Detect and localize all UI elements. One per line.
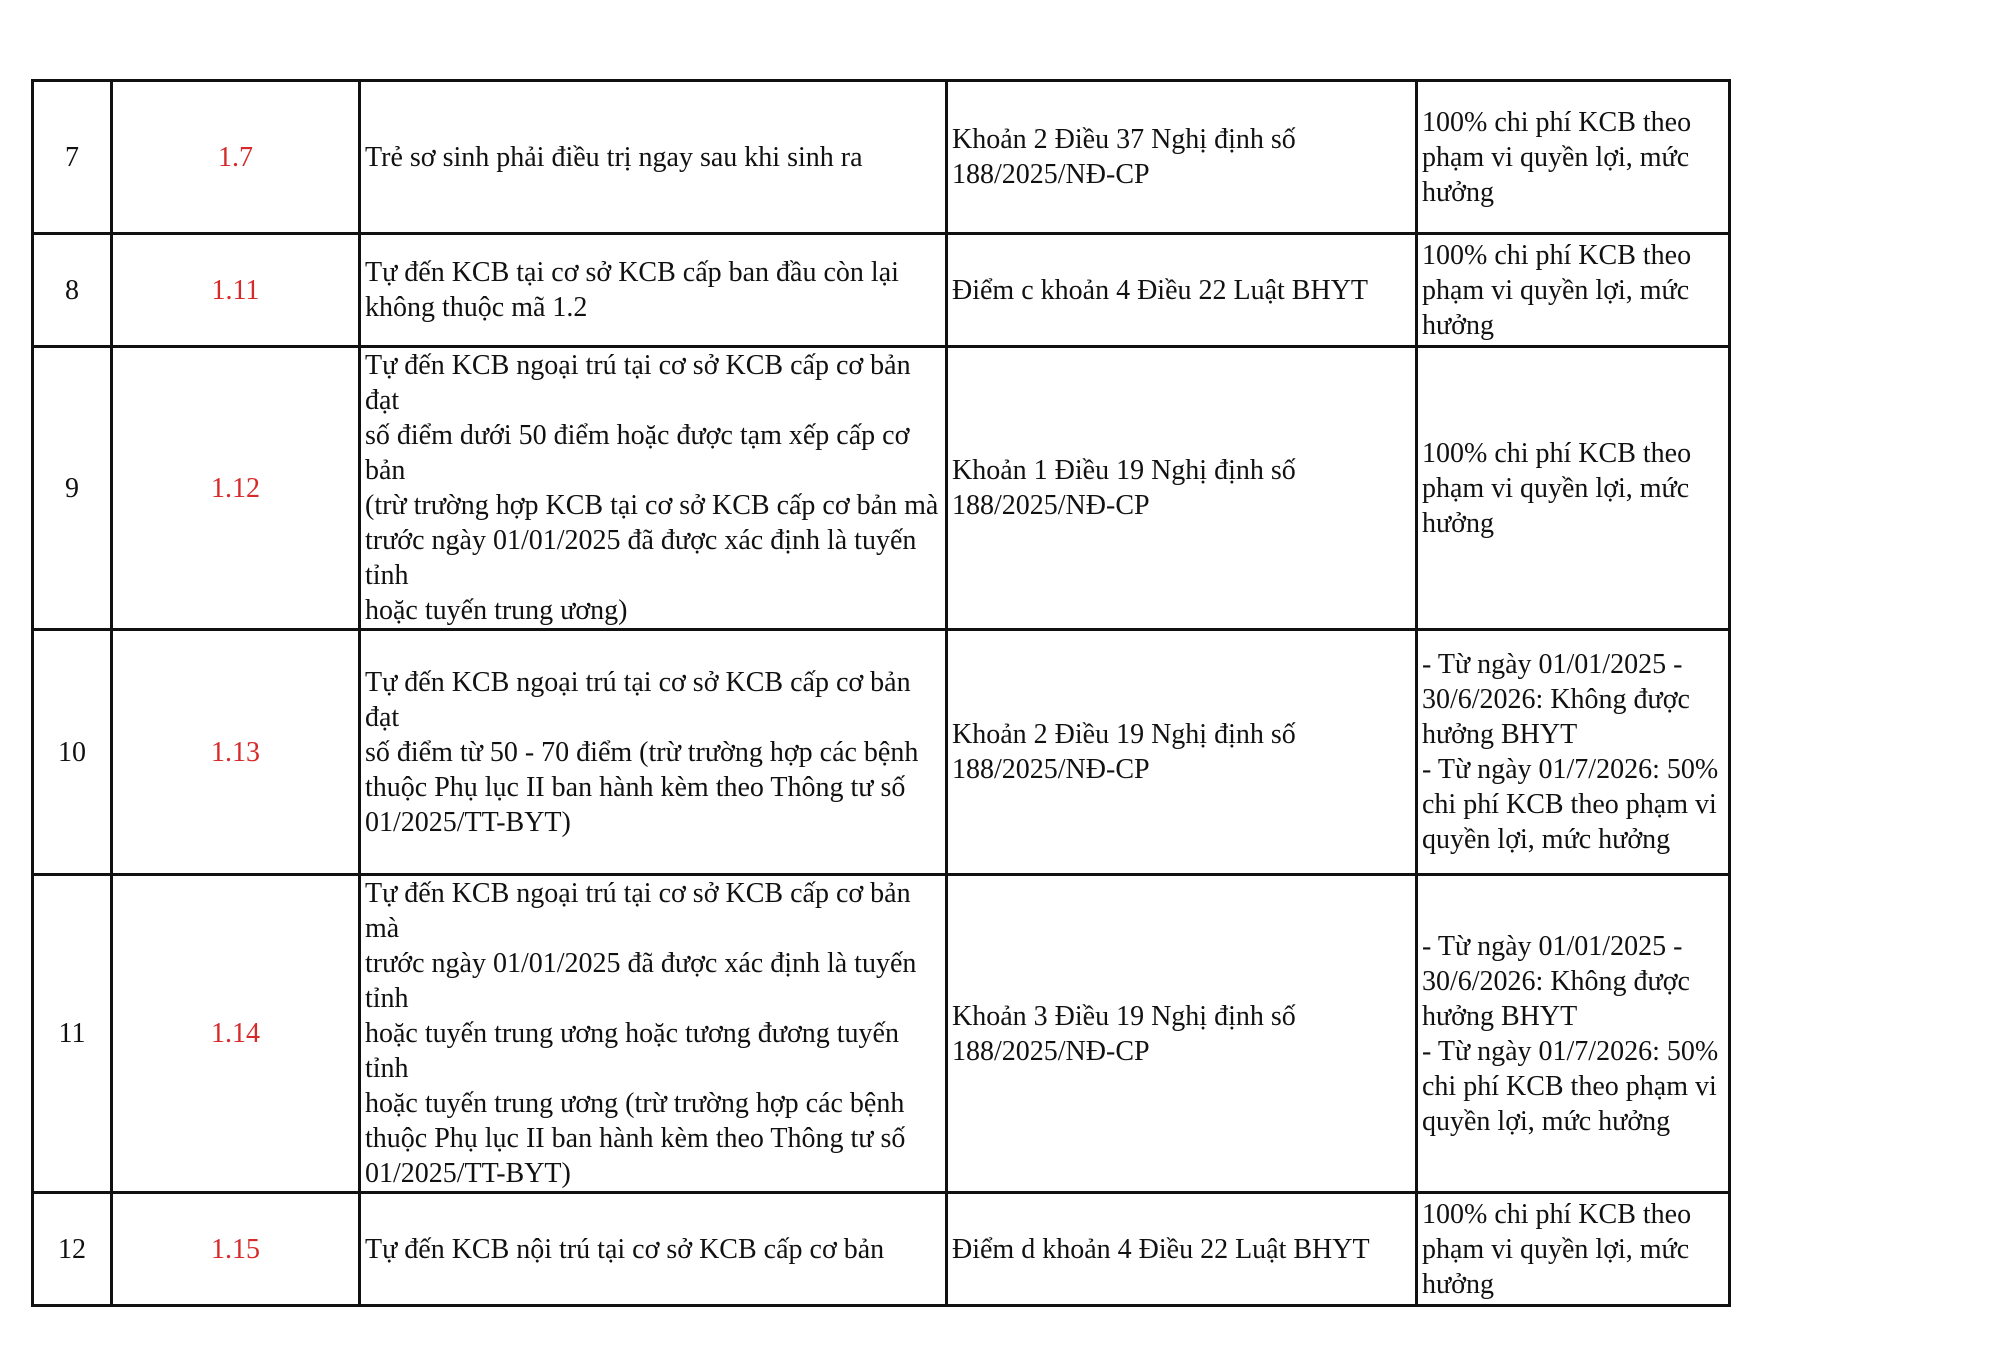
row-legal-basis: Khoản 2 Điều 19 Nghị định số 188/2025/NĐ-CP (952, 719, 1296, 785)
row-description: Tự đến KCB nội trú tại cơ sở KCB cấp cơ bản (365, 1233, 885, 1265)
row-description: Tự đến KCB tại cơ sở KCB cấp ban đầu còn lại không thuộc mã 1.2 (365, 257, 899, 323)
row-number: 12 (58, 1233, 86, 1265)
description-cell (360, 875, 947, 1193)
description-cell (360, 630, 947, 875)
row-description: Tự đến KCB ngoại trú tại cơ sở KCB cấp cơ bản đạt số điểm từ 50 - 70 điểm (trừ trường hợp các bệnh thuộc Phụ lục II ban hành kèm theo Thông tư số 01/2025/TT-BYT) (365, 666, 919, 838)
description-cell (360, 347, 947, 630)
table-row (33, 875, 1730, 1193)
legal-basis-cell (947, 81, 1417, 234)
row-number-cell (33, 234, 112, 347)
row-description: Tự đến KCB ngoại trú tại cơ sở KCB cấp cơ bản mà trước ngày 01/01/2025 đã được xác định là tuyến tỉnh hoặc tuyến trung ương hoặc tương đương tuyến tỉnh hoặc tuyến trung ương (trừ trường hợp các bệnh thuộc Phụ lục II ban hành kèm theo Thông tư số 01/2025/TT-BYT) (365, 878, 917, 1189)
table-row (33, 234, 1730, 347)
row-legal-basis: Khoản 1 Điều 19 Nghị định số 188/2025/NĐ-CP (952, 455, 1296, 521)
row-code: 1.7 (218, 141, 253, 173)
table-row (33, 630, 1730, 875)
table-row (33, 347, 1730, 630)
code-cell (112, 81, 360, 234)
row-legal-basis: Khoản 2 Điều 37 Nghị định số 188/2025/NĐ-CP (952, 124, 1296, 190)
row-code: 1.12 (211, 472, 260, 504)
benefit-cell (1417, 630, 1730, 875)
row-number: 9 (65, 472, 79, 504)
row-number: 7 (65, 141, 79, 173)
row-number-cell (33, 81, 112, 234)
row-code: 1.14 (211, 1018, 260, 1049)
description-cell (360, 81, 947, 234)
code-cell (112, 875, 360, 1193)
row-description: Trẻ sơ sinh phải điều trị ngay sau khi sinh ra (365, 141, 863, 173)
benefit-cell (1417, 1193, 1730, 1306)
benefit-cell (1417, 81, 1730, 234)
benefit-cell (1417, 234, 1730, 347)
row-number: 10 (58, 736, 86, 768)
row-legal-basis: Điểm c khoản 4 Điều 22 Luật BHYT (952, 274, 1369, 306)
code-cell (112, 347, 360, 630)
row-description: Tự đến KCB ngoại trú tại cơ sở KCB cấp cơ bản đạt số điểm dưới 50 điểm hoặc được tạm xếp cấp cơ bản (trừ trường hợp KCB tại cơ sở KCB cấp cơ bản mà trước ngày 01/01/2025 đã được xác định là tuyến tỉnh hoặc tuyến trung ương) (365, 350, 939, 626)
table-row (33, 81, 1730, 234)
legal-basis-cell (947, 630, 1417, 875)
row-benefit: 100% chi phí KCB theo phạm vi quyền lợi, mức hưởng (1422, 239, 1692, 341)
legal-basis-cell (947, 347, 1417, 630)
code-cell (112, 1193, 360, 1306)
row-benefit: 100% chi phí KCB theo phạm vi quyền lợi, mức hưởng (1422, 106, 1692, 208)
legal-basis-cell (947, 234, 1417, 347)
row-benefit: 100% chi phí KCB theo phạm vi quyền lợi, mức hưởng (1422, 437, 1692, 539)
row-code: 1.11 (211, 274, 260, 306)
description-cell (360, 234, 947, 347)
benefit-table (31, 79, 1731, 1307)
benefit-cell (1417, 347, 1730, 630)
row-benefit: 100% chi phí KCB theo phạm vi quyền lợi, mức hưởng (1422, 1198, 1692, 1300)
row-benefit: - Từ ngày 01/01/2025 - 30/6/2026: Không được hưởng BHYT - Từ ngày 01/7/2026: 50% chi phí KCB theo phạm vi quyền lợi, mức hưởng (1422, 930, 1719, 1137)
benefit-cell (1417, 875, 1730, 1193)
row-number: 8 (65, 274, 79, 306)
row-number-cell (33, 1193, 112, 1306)
legal-basis-cell (947, 1193, 1417, 1306)
code-cell (112, 234, 360, 347)
row-legal-basis: Khoản 3 Điều 19 Nghị định số 188/2025/NĐ-CP (952, 1000, 1296, 1067)
table-row (33, 1193, 1730, 1306)
row-number-cell (33, 630, 112, 875)
description-cell (360, 1193, 947, 1306)
row-code: 1.13 (211, 736, 260, 768)
legal-basis-cell (947, 875, 1417, 1193)
code-cell (112, 630, 360, 875)
row-benefit: - Từ ngày 01/01/2025 - 30/6/2026: Không được hưởng BHYT - Từ ngày 01/7/2026: 50% chi phí KCB theo phạm vi quyền lợi, mức hưởng (1422, 649, 1719, 855)
row-number-cell (33, 875, 112, 1193)
row-number: 11 (58, 1018, 86, 1049)
row-code: 1.15 (211, 1233, 260, 1265)
row-number-cell (33, 347, 112, 630)
row-legal-basis: Điểm d khoản 4 Điều 22 Luật BHYT (952, 1233, 1370, 1265)
